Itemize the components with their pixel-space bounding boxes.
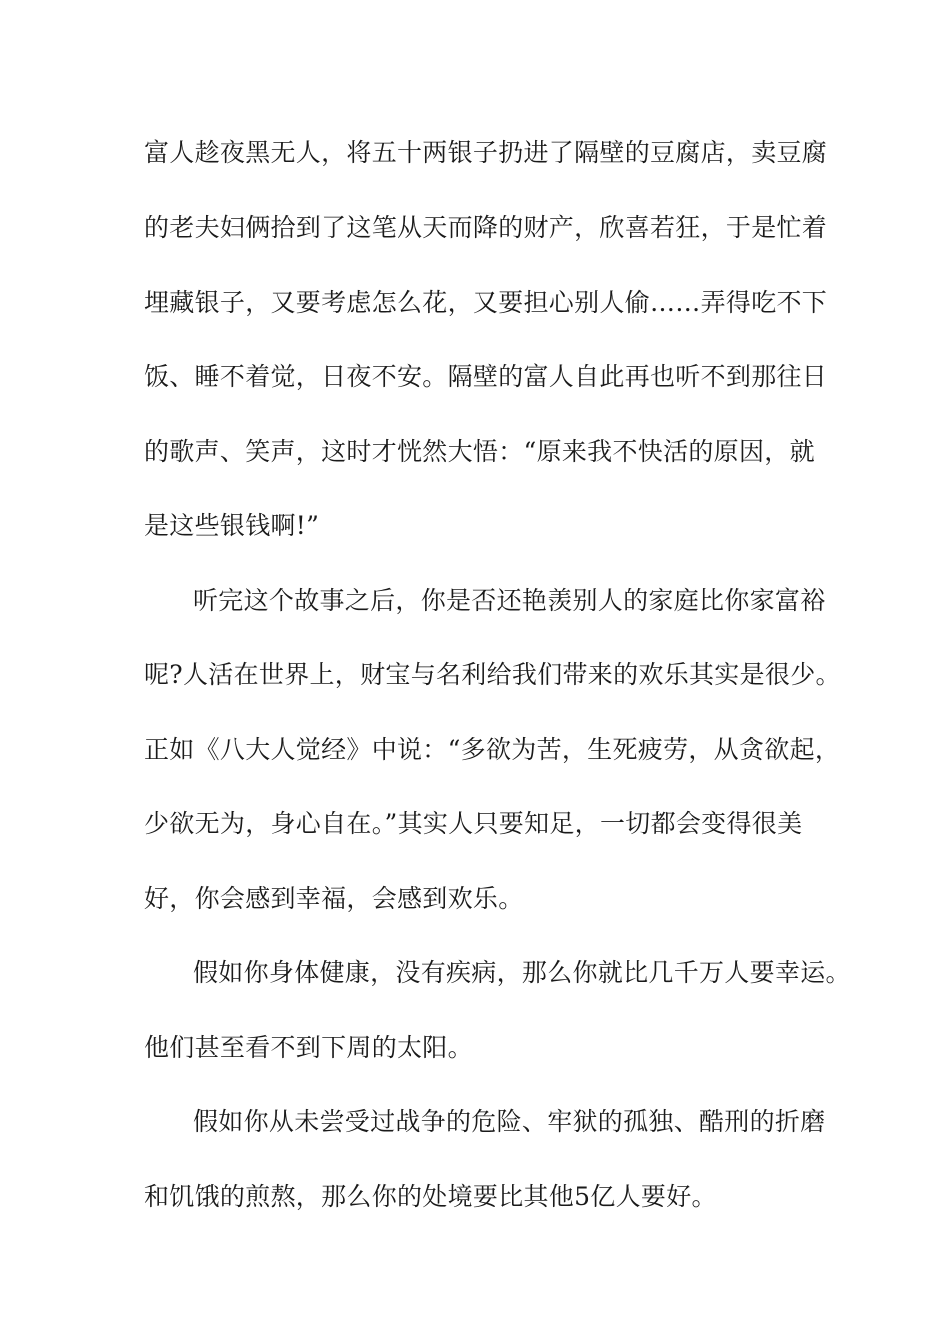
- text-line: 是这些银钱啊!”: [144, 511, 320, 540]
- paragraph-first-line: 假如你身体健康，没有疾病，那么你就比几千万人要幸运。: [193, 958, 851, 987]
- text-line: 的歌声、笑声，这时才恍然大悟：“原来我不快活的原因，就: [144, 437, 815, 466]
- text-line: 少欲无为，身心自在。”其实人只要知足，一切都会变得很美: [144, 809, 803, 838]
- text-line: 正如《八大人觉经》中说：“多欲为苦，生死疲劳，从贪欲起，: [144, 735, 841, 764]
- text-line: 的老夫妇俩拾到了这笔从天而降的财产，欣喜若狂，于是忙着: [144, 213, 828, 242]
- paragraph-first-line: 假如你从未尝受过战争的危险、牢狱的孤独、酷刑的折磨: [193, 1107, 826, 1136]
- text-line: 饭、睡不着觉，日夜不安。隔壁的富人自此再也听不到那往日: [144, 362, 828, 391]
- text-line: 和饥饿的煎熬，那么你的处境要比其他5亿人要好。: [144, 1182, 717, 1211]
- text-line: 呢?人活在世界上，财宝与名利给我们带来的欢乐其实是很少。: [144, 660, 841, 689]
- paragraph-first-line: 听完这个故事之后，你是否还艳羡别人的家庭比你家富裕: [193, 586, 826, 615]
- text-line: 好，你会感到幸福，会感到欢乐。: [144, 884, 524, 913]
- text-line: 埋藏银子，又要考虑怎么花，又要担心别人偷……弄得吃不下: [144, 288, 828, 317]
- text-line: 他们甚至看不到下周的太阳。: [144, 1033, 473, 1062]
- text-line: 富人趁夜黑无人，将五十两银子扔进了隔壁的豆腐店，卖豆腐: [144, 138, 828, 167]
